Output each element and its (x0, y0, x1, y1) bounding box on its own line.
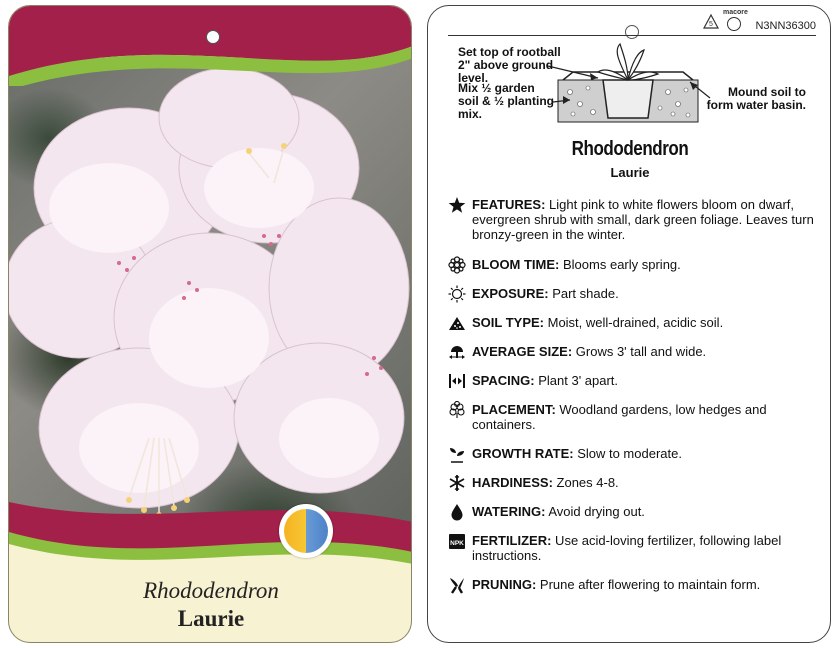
svg-text:NPK: NPK (450, 540, 464, 547)
plant-title: Rhododendron (571, 138, 689, 160)
exposure-row (448, 285, 818, 303)
average-size-row (448, 343, 818, 361)
bloom-time-row (448, 256, 818, 274)
hang-hole (625, 25, 639, 39)
soil-type-row (448, 314, 818, 332)
spacing-label: SPACING: (472, 373, 535, 388)
snowflake-icon (448, 474, 466, 492)
spacing-row (448, 372, 818, 390)
flower-icon (448, 256, 466, 274)
features-label: FEATURES: (472, 197, 546, 212)
placement-label: PLACEMENT: (472, 402, 556, 417)
brand-mark-icon (727, 17, 741, 31)
placement-text: Woodland gardens, low hedges and containers. (472, 402, 767, 432)
hang-hole (206, 30, 220, 44)
average-size-text: Grows 3' tall and wide. (572, 344, 707, 359)
water-drop-icon (448, 503, 466, 521)
pruning-row (448, 576, 818, 594)
features-row (448, 196, 818, 244)
pruners-icon (448, 576, 466, 594)
size-icon (448, 343, 466, 361)
watering-text: Avoid drying out. (545, 504, 645, 519)
bottom-band (9, 492, 412, 572)
soil-type-text: Moist, well-drained, acidic soil. (544, 315, 724, 330)
rootball-label: Set top of rootball 2" above ground level. (458, 45, 561, 85)
pruning-label: PRUNING: (472, 577, 537, 592)
soil-mix-label: Mix ½ garden soil & ½ planting mix. (458, 81, 555, 121)
plant-variety: Laurie (610, 165, 650, 180)
watering-row (448, 503, 818, 521)
growth-rate-label: GROWTH RATE: (472, 446, 574, 461)
fertilizer-row (448, 532, 818, 566)
front-common-name: Rhododendron (143, 578, 279, 603)
exposure-text: Part shade. (548, 286, 619, 301)
star-icon (448, 196, 466, 214)
hardiness-label: HARDINESS: (472, 475, 553, 490)
fertilizer-text: Use acid-loving fertilizer, following label instructions. (472, 533, 782, 563)
growth-icon (448, 445, 466, 463)
bloom-time-text: Blooms early spring. (559, 257, 681, 272)
soil-icon (448, 314, 466, 332)
back-tag (427, 5, 831, 643)
hardiness-row (448, 474, 818, 492)
soil-type-label: SOIL TYPE: (472, 315, 544, 330)
recycle-icon (702, 13, 720, 31)
spacing-text: Plant 3' apart. (534, 373, 619, 388)
hardiness-text: Zones 4-8. (552, 475, 619, 490)
top-band (9, 6, 412, 86)
growth-rate-row (448, 445, 818, 463)
front-tag (8, 5, 412, 643)
placement-icon (448, 401, 466, 419)
pruning-text: Prune after flowering to maintain form. (536, 577, 761, 592)
front-variety-name: Laurie (177, 606, 245, 631)
spacing-icon (448, 372, 466, 390)
recycle-number: 5 (709, 21, 713, 28)
divider (448, 35, 816, 36)
flower-photo (9, 58, 412, 558)
watering-label: WATERING: (472, 504, 546, 519)
placement-row (448, 401, 818, 435)
exposure-label: EXPOSURE: (472, 286, 549, 301)
features-text: Light pink to white flowers bloom on dwarf, evergreen shrub with small, dark green foliage. Leaves turn bronzy-green in the winter. (472, 197, 814, 242)
npk-icon (448, 532, 466, 550)
brand-logo: macore (723, 9, 748, 16)
product-code: N3NN36300 (755, 20, 816, 32)
bloom-time-label: BLOOM TIME: (472, 257, 560, 272)
fertilizer-label: FERTILIZER: (472, 533, 552, 548)
part-shade-icon (279, 504, 333, 558)
sun-icon (448, 285, 466, 303)
average-size-label: AVERAGE SIZE: (472, 344, 573, 359)
growth-rate-text: Slow to moderate. (573, 446, 682, 461)
mound-label: Mound soil to form water basin. (706, 85, 806, 112)
